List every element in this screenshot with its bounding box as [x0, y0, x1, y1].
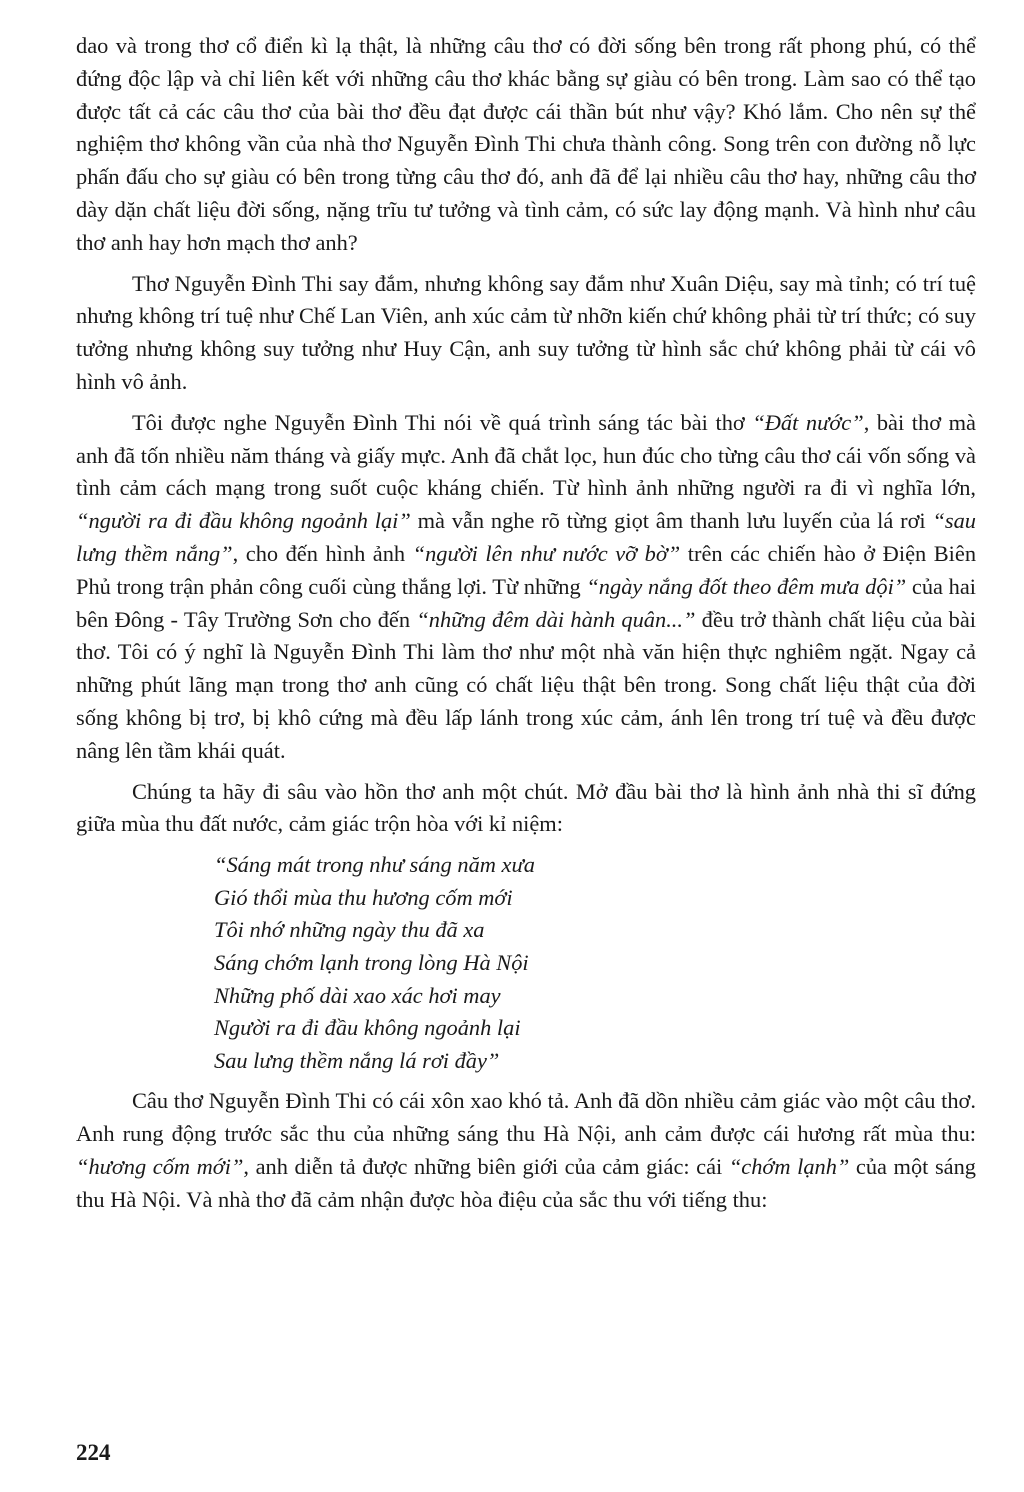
paragraph-3-text: mà vẫn nghe rõ từng giọt âm thanh lưu luyến của lá rơi — [410, 508, 933, 534]
paragraph-5-text: Câu thơ Nguyễn Đình Thi có cái xôn xao khó tả. Anh đã dồn nhiều cảm giác vào một câu thơ. Anh rung động trước sắc thu của những sáng thu Hà Nội, anh cảm được cái hương rất mùa thu: — [76, 1088, 976, 1147]
paragraph-3-text: trên các chiến hào ở Điện Biên Phủ trong trận phản công cuối cùng thắng lợi. Từ những — [76, 540, 977, 599]
quote-nhung-dem-dai: “những đêm dài hành quân...” — [416, 606, 696, 632]
poem-line: Tôi nhớ những ngày thu đã xa — [214, 917, 485, 943]
quote-sau-lung-them-nang: “sau lưng thềm nắng” — [76, 508, 976, 566]
poem-block — [214, 849, 976, 1077]
quote-dat-nuoc: “Đất nước” — [752, 409, 864, 435]
paragraph-3 — [76, 407, 976, 768]
page-number: 224 — [76, 1440, 111, 1465]
page-body — [76, 30, 976, 1224]
quote-chom-lanh: “chớm lạnh” — [728, 1153, 850, 1179]
paragraph-4: Chúng ta hãy đi sâu vào hồn thơ anh một chút. Mở đầu bài thơ là hình ảnh nhà thi sĩ đứng giữa mùa thu đất nước, cảm giác trộn hòa với kỉ niệm: — [76, 778, 976, 837]
quote-huong-com-moi: “hương cốm mới” — [76, 1153, 244, 1179]
paragraph-5 — [76, 1085, 976, 1216]
paragraph-2: Thơ Nguyễn Đình Thi say đắm, nhưng không say đắm như Xuân Diệu, say mà tỉnh; có trí tuệ nhưng không trí tuệ như Chế Lan Viên, anh xúc cảm từ nhỡn kiến chứ không phải từ trí thức; có suy tưởng nhưng không suy tưởng như Huy Cận, anh suy tưởng từ hình sắc chứ không phải từ cái vô hình vô ảnh. — [76, 270, 976, 394]
paragraph-3-text: , bài thơ mà anh đã tốn nhiều năm tháng và giấy mực. Anh đã chắt lọc, hun đúc cho từng câu thơ cái vốn sống và tình cảm cách mạng trong suốt cuộc kháng chiến. Từ hình ảnh những người ra đi vì nghĩa lớn, — [76, 409, 976, 501]
paragraph-1: dao và trong thơ cổ điển kì lạ thật, là những câu thơ có đời sống bên trong rất phong phú, có thể đứng độc lập và chỉ liên kết với những câu thơ khác bằng sự giàu có bên trong. Làm sao có thể tạo được tất cả các câu thơ của bài thơ đều đạt được cái thần bút như vậy? Khó lắm. Cho nên sự thể nghiệm thơ không vần của nhà thơ Nguyễn Đình Thi chưa thành công. Song trên con đường nỗ lực phấn đấu cho sự giàu có bên trong từng câu thơ đó, anh đã để lại nhiều câu thơ hay, những câu thơ dày dặn chất liệu đời sống, nặng trĩu tư tưởng và tình cảm, có sức lay động mạnh. Và hình như câu thơ anh hay hơn mạch thơ anh? — [76, 33, 976, 255]
paragraph-5-text: của một sáng thu Hà Nội. Và nhà thơ đã cảm nhận được hòa điệu của sắc thu với tiếng thu: — [76, 1153, 976, 1212]
quote-ngay-nang-dot: “ngày nắng đốt theo đêm mưa dội” — [586, 573, 907, 599]
poem-line: “Sáng mát trong như sáng năm xưa — [214, 852, 535, 878]
quote-nguoi-len: “người lên như nước vỡ bờ” — [412, 540, 681, 566]
paragraph-3-text: của hai bên Đông - Tây Trường Sơn cho đến — [76, 573, 977, 632]
poem-line: Những phố dài xao xác hơi may — [214, 982, 501, 1008]
poem-line: Sau lưng thềm nắng lá rơi đầy” — [214, 1047, 500, 1073]
poem-line: Sáng chớm lạnh trong lòng Hà Nội — [214, 949, 529, 975]
paragraph-3-text: , cho đến hình ảnh — [232, 540, 413, 566]
poem-line: Gió thổi mùa thu hương cốm mới — [214, 884, 513, 910]
paragraph-3-text: Tôi được nghe Nguyễn Đình Thi nói về quá trình sáng tác bài thơ — [132, 409, 753, 435]
paragraph-5-text: , anh diễn tả được những biên giới của cảm giác: cái — [243, 1153, 729, 1179]
paragraph-3-text: đều trở thành chất liệu của bài thơ. Tôi có ý nghĩ là Nguyễn Đình Thi làm thơ như một nhà văn hiện thực nghiêm ngặt. Ngay cả những phút lãng mạn trong thơ anh cũng có chất liệu thật bên trong. Song chất liệu thật của đời sống không bị trơ, bị khô cứng mà đều lấp lánh trong xúc cảm, ánh lên trong trí tuệ và đều được nâng lên tầm khái quát. — [76, 606, 976, 763]
poem-line: Người ra đi đầu không ngoảnh lại — [214, 1015, 521, 1041]
quote-nguoi-ra-di: “người ra đi đầu không ngoảnh lại” — [76, 508, 411, 534]
